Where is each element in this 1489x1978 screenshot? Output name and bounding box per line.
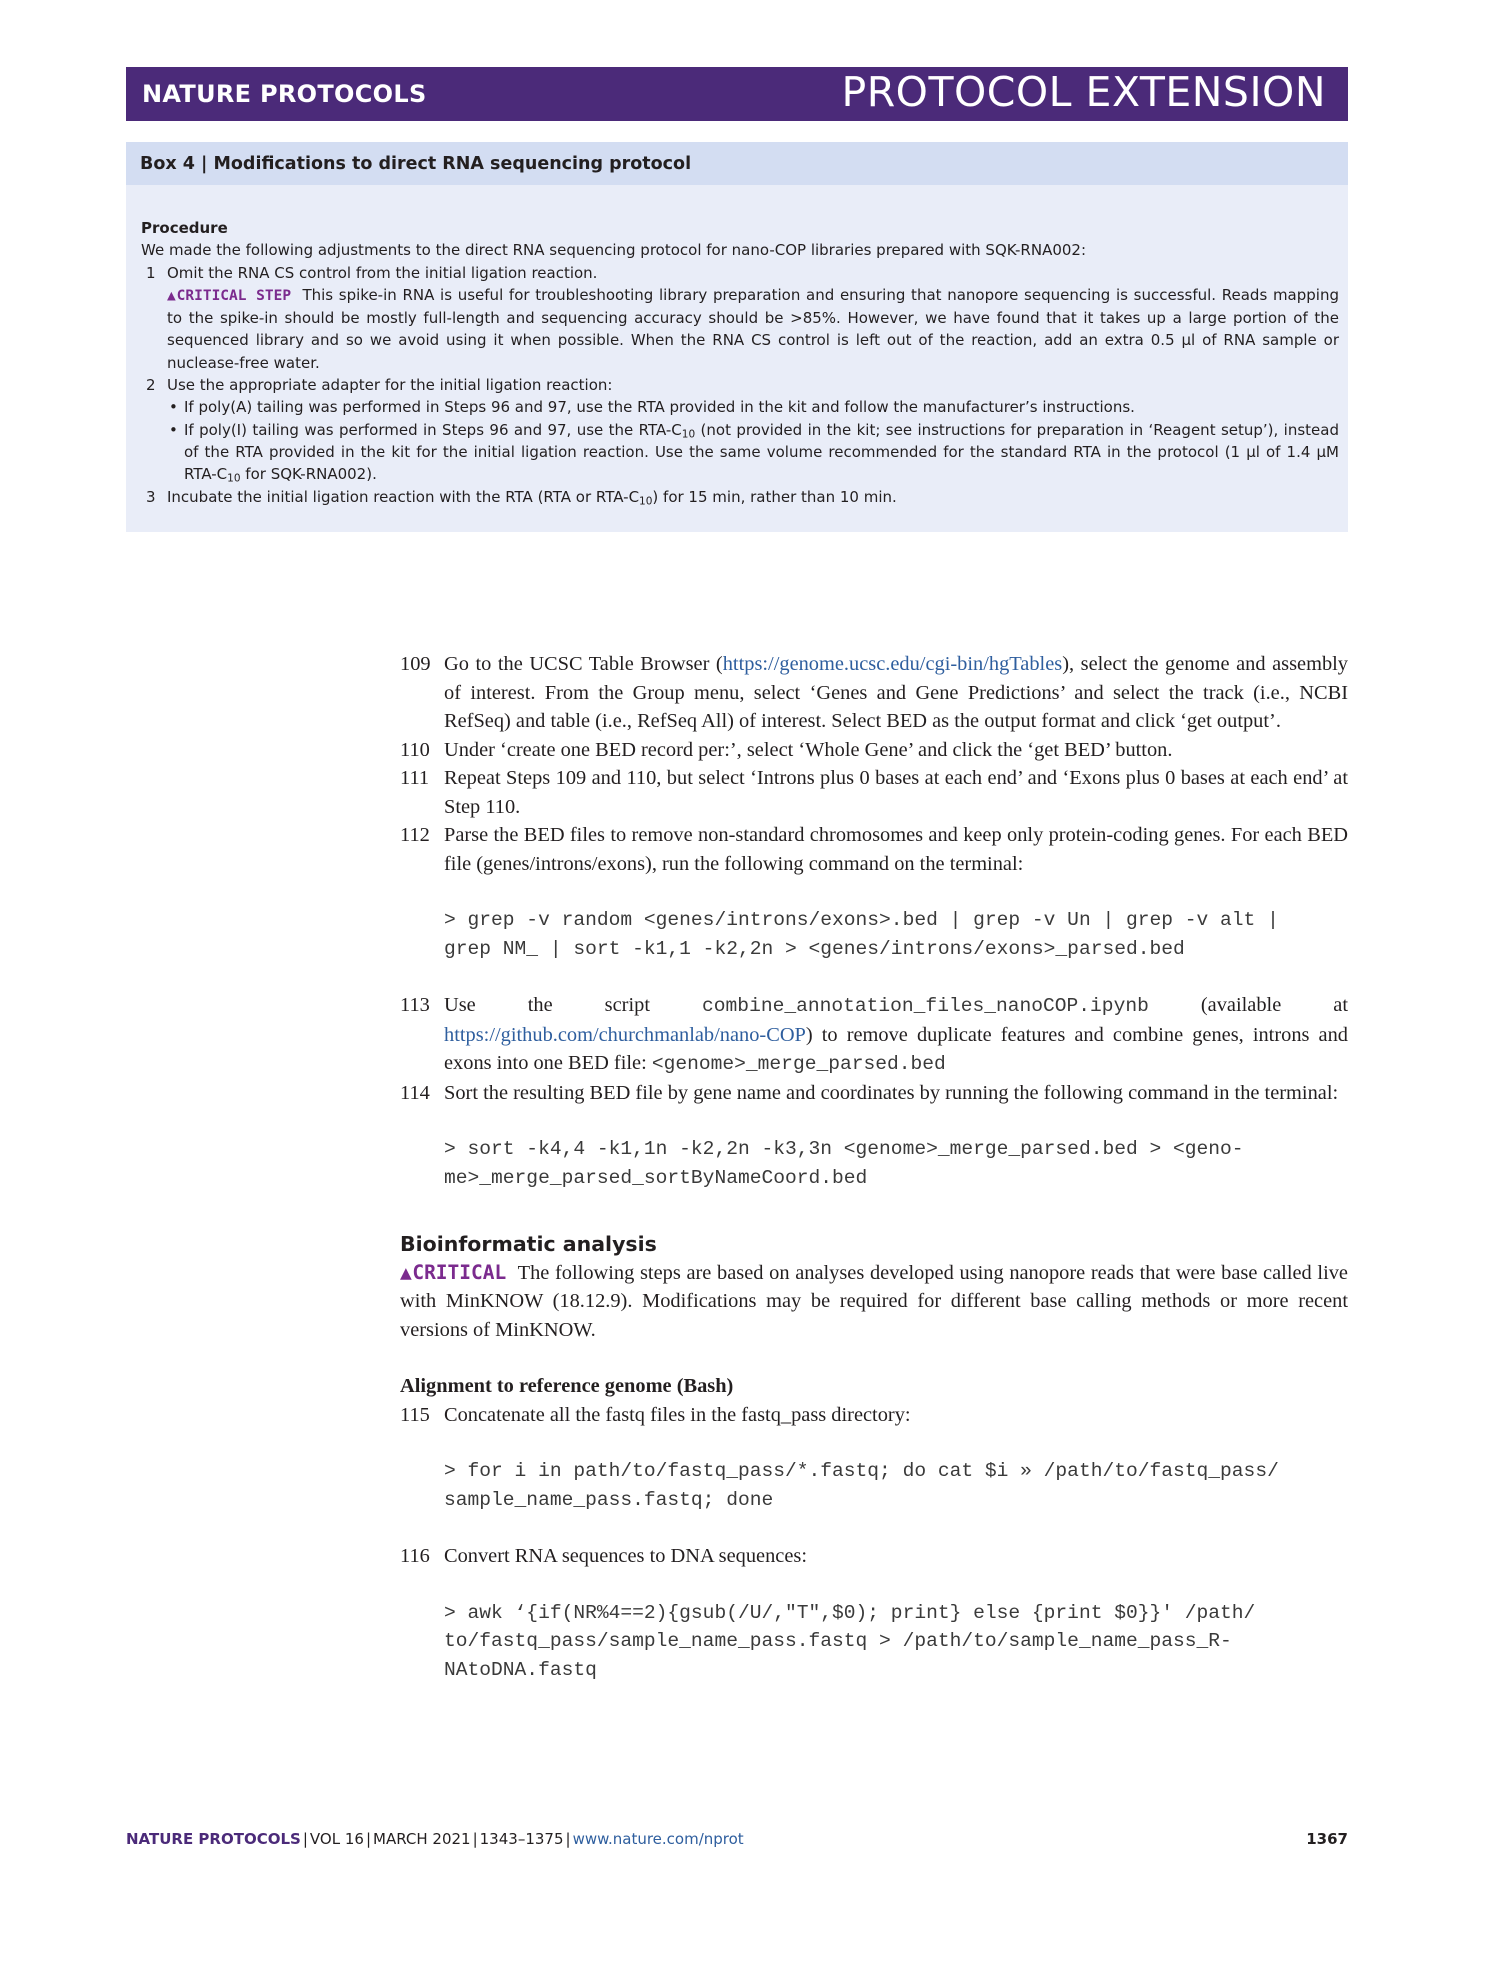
bullet-2-text-a: If poly(I) tailing was performed in Steps 96 and 97, use the RTA-C (184, 420, 682, 439)
step-text: Parse the BED files to remove non-standard chromosomes and keep only protein-coding genes. For each BED file (genes/introns/exons), run the following command on the terminal: (444, 824, 1348, 875)
critical-step (167, 284, 1339, 374)
step-110 (400, 736, 1348, 765)
box-step-3-text-b: ) for 15 min, rather than 10 min. (652, 487, 897, 506)
code-line: > sort -k4,4 -k1,1n -k2,2n -k3,3n <genome>_merge_parsed.bed > <geno- (444, 1138, 1244, 1160)
journal-name: NATURE PROTOCOLS (142, 80, 427, 108)
step-text: Concatenate all the fastq files in the fastq_pass directory: (444, 1403, 911, 1426)
step-111 (400, 764, 1348, 821)
code-line: sample_name_pass.fastq; done (444, 1488, 774, 1511)
footer-url[interactable]: www.nature.com/nprot (572, 1830, 744, 1848)
step-113 (400, 991, 1348, 1079)
box-4 (126, 142, 1348, 532)
box-step-2-text: Use the appropriate adapter for the initial ligation reaction: (167, 376, 613, 395)
step-114 (400, 1079, 1348, 1108)
box-title-bar (126, 142, 1348, 185)
box-body (141, 217, 1339, 508)
code-line: NAtoDNA.fastq (444, 1658, 597, 1681)
step-text: Sort the resulting BED file by gene name and coordinates by running the following command in the terminal: (444, 1081, 1339, 1104)
procedure-heading: Procedure (141, 219, 228, 237)
box-step-2 (141, 374, 1339, 485)
code-line: me>_merge_parsed_sortByNameCoord.bed (444, 1166, 868, 1189)
page-number: 1367 (1306, 1830, 1348, 1848)
footer-separator: | (365, 1830, 371, 1848)
github-link[interactable]: https://github.com/churchmanlab/nano-COP (444, 1023, 806, 1046)
critical-note (400, 1259, 1348, 1345)
code-line: grep NM_ | sort -k1,1 -k2,2n > <genes/introns/exons>_parsed.bed (444, 937, 1185, 960)
footer-volume: VOL 16 (309, 1830, 364, 1848)
step-text: Go to the UCSC Table Browser ( (444, 653, 723, 675)
footer-journal: NATURE PROTOCOLS (126, 1830, 301, 1848)
step-text: Convert RNA sequences to DNA sequences: (444, 1545, 807, 1567)
article-type: PROTOCOL EXTENSION (841, 68, 1326, 116)
footer-separator: | (472, 1830, 478, 1848)
box-step-number: 2 (146, 376, 156, 395)
footer-pages: 1343–1375 (479, 1830, 564, 1848)
file-name: <genome>_merge_parsed.bed (651, 1053, 946, 1075)
code-line: > for i in path/to/fastq_pass/*.fastq; do cat $i » /path/to/fastq_pass/ (444, 1460, 1279, 1482)
page-footer (126, 1830, 1348, 1848)
step-number: 110 (400, 738, 430, 761)
bullet-2-text-c: for SQK-RNA002). (240, 465, 377, 484)
box-step-3 (141, 486, 1339, 508)
step-number: 111 (400, 767, 430, 789)
subscript: 10 (639, 495, 653, 508)
step-text: Use the script (444, 994, 703, 1016)
critical-label: ▲CRITICAL (400, 1260, 507, 1284)
footer-separator: | (565, 1830, 571, 1848)
script-name: combine_annotation_files_nanoCOP.ipynb (702, 995, 1149, 1017)
step-112 (400, 821, 1348, 878)
critical-step-text: This spike-in RNA is useful for troubleshooting library preparation and ensuring that nanopore sequencing is successful. Reads mapping to the spike-in should be mostly full-length and sequencing accuracy should be >85%. However, we have found that it takes up a large portion of the sequenced library and so we avoid using it when possible. When the RNA CS control is left out of the reaction, add an extra 0.5 µl of RNA sample or nuclease-free water. (167, 285, 1339, 372)
step-109 (400, 650, 1348, 736)
step-text: (available at (1148, 994, 1349, 1016)
bullet-2-text-b: (not provided in the kit; see instructions for preparation in ‘Reagent setup’), instead of the RTA provided in the kit for the initial ligation reaction. Use the same volume recommended for the standard RTA in the protocol (1 µl of 1.4 µM RTA-C (184, 420, 1339, 484)
step-number: 112 (400, 824, 430, 846)
bullet-1-text: If poly(A) tailing was performed in Steps 96 and 97, use the RTA provided in the kit and follow the manufacturer’s instructions. (184, 398, 1135, 417)
box-step-1 (141, 262, 1339, 374)
critical-step-label: ▲CRITICAL STEP (167, 287, 292, 304)
subsection-heading: Alignment to reference genome (Bash) (400, 1375, 734, 1397)
box-intro: We made the following adjustments to the direct RNA sequencing protocol for nano-COP libraries prepared with SQK-RNA002: (141, 241, 1087, 260)
journal-header (126, 67, 1348, 121)
code-line: > grep -v random <genes/introns/exons>.bed | grep -v Un | grep -v alt | (444, 909, 1279, 931)
code-block-116 (400, 1599, 1348, 1685)
step-115 (400, 1401, 1348, 1430)
box-step-3-text-a: Incubate the initial ligation reaction with the RTA (RTA or RTA-C (167, 487, 640, 506)
critical-text: The following steps are based on analyses developed using nanopore reads that were base called live with MinKNOW (18.12.9). Modifications may be required for different base calling methods or more recent versions of MinKNOW. (400, 1261, 1348, 1341)
subscript: 10 (227, 472, 241, 485)
bullet-dot: • (169, 398, 178, 417)
subscript: 10 (681, 428, 696, 441)
step-number: 109 (400, 653, 431, 675)
footer-date: MARCH 2021 (373, 1830, 471, 1848)
step-text: Under ‘create one BED record per:’, select ‘Whole Gene’ and click the ‘get BED’ button. (444, 738, 1173, 761)
ucsc-link[interactable]: https://genome.ucsc.edu/cgi-bin/hgTables (722, 653, 1063, 675)
code-block-115 (400, 1457, 1348, 1514)
box-step-number: 1 (146, 263, 156, 282)
box-step-1-text: Omit the RNA CS control from the initial ligation reaction. (167, 263, 598, 282)
bullet-item (167, 396, 1339, 418)
bullet-dot: • (169, 420, 178, 439)
bullet-item (167, 419, 1339, 486)
step-text: ), select the genome and assembly of interest. From the Group menu, select ‘Genes and Gene Predictions’ and select the track (i.e., NCBI RefSeq) and table (i.e., RefSeq All) of interest. Select BED as the output format and click ‘get output’. (444, 653, 1348, 732)
footer-separator: | (302, 1830, 308, 1848)
code-block-114 (400, 1135, 1348, 1192)
step-116 (400, 1542, 1348, 1571)
main-content (400, 650, 1348, 1712)
step-number: 113 (400, 994, 430, 1016)
step-number: 115 (400, 1403, 430, 1426)
step-text: Repeat Steps 109 and 110, but select ‘Introns plus 0 bases at each end’ and ‘Exons plus 0 bases at each end’ at Step 110. (444, 767, 1348, 818)
step-number: 114 (400, 1081, 430, 1104)
code-line: > awk ‘{if(NR%4==2){gsub(/U/,"T",$0); print} else {print $0}}' /path/ (444, 1601, 1256, 1624)
code-block-112 (400, 906, 1348, 963)
box-title: Box 4 | Modifications to direct RNA sequencing protocol (140, 154, 692, 174)
box-step-number: 3 (146, 487, 156, 506)
step-text: ) to remove duplicate features and combine genes, introns and exons into one BED file: (444, 1023, 1348, 1074)
code-line: to/fastq_pass/sample_name_pass.fastq > /path/to/sample_name_pass_R- (444, 1630, 1232, 1652)
step-number: 116 (400, 1545, 430, 1567)
section-heading: Bioinformatic analysis (400, 1232, 657, 1256)
